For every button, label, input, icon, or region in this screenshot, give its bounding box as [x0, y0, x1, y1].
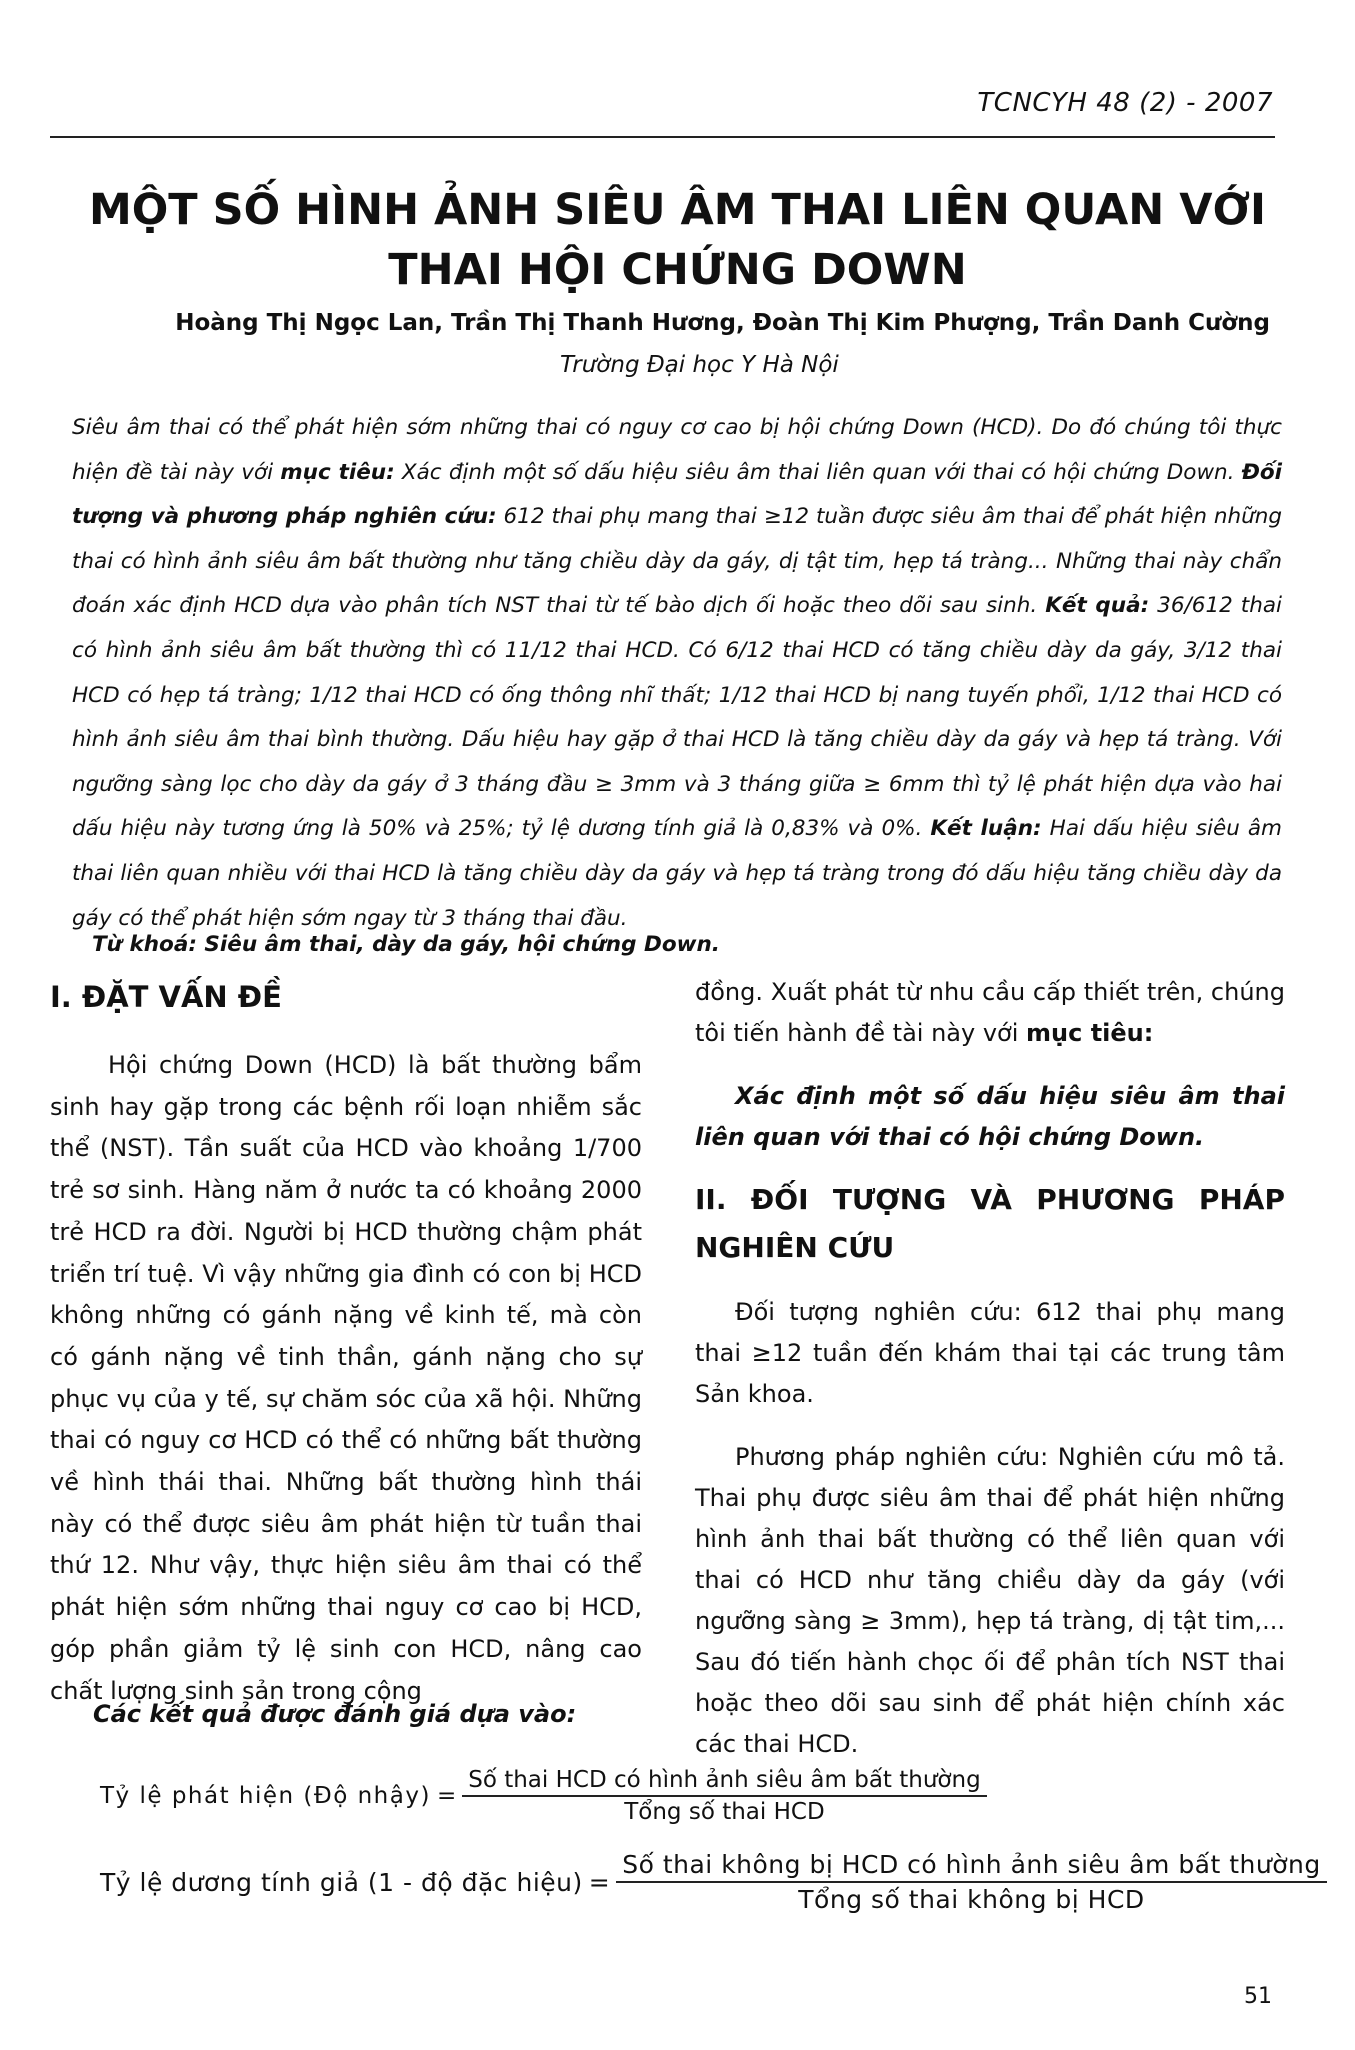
abstract — [72, 406, 1282, 941]
section-2-heading-line-1: II. ĐỐI TƯỢNG VÀ PHƯƠNG PHÁP — [695, 1183, 1285, 1216]
page-number: 51 — [1244, 1984, 1272, 2009]
section-2-heading-line-2: NGHIÊN CỨU — [695, 1231, 895, 1264]
equals-sign: = — [436, 1783, 457, 1809]
fraction-denominator: Tổng số thai không bị HCD — [798, 1885, 1145, 1914]
section-1-paragraph: Hội chứng Down (HCD) là bất thường bẩm sinh hay gặp trong các bệnh rối loạn nhiễm sắc thể (NST). Tần suất của HCD vào khoảng 1/700 trẻ sơ sinh. Hàng năm ở nước ta có khoảng 2000 trẻ HCD ra đời. Người bị HCD thường chậm phát triển trí tuệ. Vì vậy những gia đình có con bị HCD không những có gánh nặng về kinh tế, mà còn có gánh nặng về tinh thần, gánh nặng cho sự phục vụ của y tế, sự chăm sóc của xã hội. Những thai có nguy cơ HCD có thể có những bất thường về hình thái thai. Những bất thường hình thái này có thể được siêu âm phát hiện từ tuần thai thứ 12. Như vậy, thực hiện siêu âm thai có thể phát hiện sớm những thai nguy cơ cao bị HCD, góp phần giảm tỷ lệ sinh con HCD, nâng cao chất lượng sinh sản trong cộng — [50, 1051, 642, 1705]
article-title — [80, 180, 1275, 300]
fraction — [462, 1767, 986, 1825]
equals-sign: = — [588, 1867, 611, 1897]
title-line-1: MỘT SỐ HÌNH ẢNH SIÊU ÂM THAI LIÊN QUAN VỚI — [88, 185, 1267, 235]
journal-reference: TCNCYH 48 (2) - 2007 — [977, 88, 1273, 118]
section-1-heading: I. ĐẶT VẤN ĐỀ — [50, 980, 282, 1014]
fraction-numerator: Số thai không bị HCD có hình ảnh siêu âm bất thường — [616, 1850, 1327, 1883]
continuation-label: mục tiêu: — [1026, 1019, 1154, 1047]
abstract-text-4: 36/612 thai có hình ảnh siêu âm bất thường thì có 11/12 thai HCD. Có 6/12 thai HCD có tăng chiều dày da gáy, 3/12 thai HCD có hẹp tá tràng; 1/12 thai HCD có ống thông nhĩ thất; 1/12 thai HCD bị nang tuyến phổi, 1/12 thai HCD có hình ảnh siêu âm thai bình thường. Dấu hiệu hay gặp ở thai HCD là tăng chiều dày da gáy và hẹp tá tràng. Với ngưỡng sàng lọc cho dày da gáy ở 3 tháng đầu ≥ 3mm và 3 tháng giữa ≥ 6mm thì tỷ lệ phát hiện dựa vào hai dấu hiệu này tương ứng là 50% và 25%; tỷ lệ dương tính giả là 0,83% và 0%. — [72, 593, 1282, 842]
abstract-text-5: Hai dấu hiệu siêu âm thai liên quan nhiều với thai HCD là tăng chiều dày da gáy và hẹp tá tràng trong đó dấu hiệu tăng chiều dày da gáy có thể phát hiện sớm ngay từ 3 tháng thai đầu. — [72, 816, 1282, 931]
abstract-label-objective: mục tiêu: — [280, 459, 395, 485]
objective-statement: Xác định một số dấu hiệu siêu âm thai liên quan với thai có hội chứng Down. — [695, 1082, 1285, 1151]
formula-label: Tỷ lệ phát hiện (Độ nhậy) — [100, 1783, 431, 1809]
continuation-text: đồng. Xuất phát từ nhu cầu cấp thiết trên, chúng tôi tiến hành đề tài này với — [695, 978, 1285, 1047]
formula-label: Tỷ lệ dương tính giả (1 - độ đặc hiệu) — [100, 1867, 583, 1897]
subjects-paragraph: Đối tượng nghiên cứu: 612 thai phụ mang thai ≥12 tuần đến khám thai tại các trung tâm Sản khoa. — [695, 1298, 1285, 1408]
left-column — [50, 975, 642, 1712]
title-line-2: THAI HỘI CHỨNG DOWN — [388, 245, 967, 295]
abstract-label-conclusion: Kết luận: — [930, 816, 1042, 842]
results-intro: Các kết quả được đánh giá dựa vào: — [93, 1700, 577, 1728]
formula-false-positive — [100, 1850, 1327, 1914]
section-2-heading — [695, 1176, 1285, 1272]
abstract-text-2: Xác định một số dấu hiệu siêu âm thai liên quan với thai có hội chứng Down. — [394, 459, 1242, 485]
continuation-paragraph — [695, 972, 1285, 1054]
fraction-denominator: Tổng số thai HCD — [624, 1799, 825, 1825]
fraction — [616, 1850, 1327, 1914]
header-divider — [50, 136, 1275, 138]
keywords: Từ khoá: Siêu âm thai, dày da gáy, hội chứng Down. — [92, 932, 720, 957]
formula-sensitivity — [100, 1767, 987, 1825]
author-list: Hoàng Thị Ngọc Lan, Trần Thị Thanh Hương, Đoàn Thị Kim Phượng, Trần Danh Cường — [175, 310, 1270, 336]
abstract-text-3: 612 thai phụ mang thai ≥12 tuần được siêu âm thai để phát hiện những thai có hình ảnh siêu âm bất thường như tăng chiều dày da gáy, dị tật tim, hẹp tá tràng... Những thai này chẩn đoán xác định HCD dựa vào phân tích NST thai từ tế bào dịch ối hoặc theo dõi sau sinh. — [72, 504, 1283, 619]
abstract-label-methods: Đối tượng và phương pháp nghiên cứu: — [72, 459, 1282, 530]
abstract-label-results: Kết quả: — [1045, 593, 1150, 619]
abstract-text-1: Siêu âm thai có thể phát hiện sớm những thai có nguy cơ cao bị hội chứng Down (HCD). Do đó chúng tôi thực hiện đề tài này với — [72, 415, 1282, 485]
right-column — [695, 972, 1285, 1765]
methods-paragraph: Phương pháp nghiên cứu: Nghiên cứu mô tả. Thai phụ được siêu âm thai để phát hiện những hình ảnh thai bất thường có thể liên quan với thai có HCD như tăng chiều dày da gáy (với ngưỡng sàng ≥ 3mm), hẹp tá tràng, dị tật tim,... Sau đó tiến hành chọc ối để phân tích NST thai hoặc theo dõi sau sinh để phát hiện chính xác các thai HCD. — [695, 1443, 1285, 1758]
affiliation: Trường Đại học Y Hà Nội — [560, 352, 839, 378]
fraction-numerator: Số thai HCD có hình ảnh siêu âm bất thường — [462, 1767, 986, 1797]
